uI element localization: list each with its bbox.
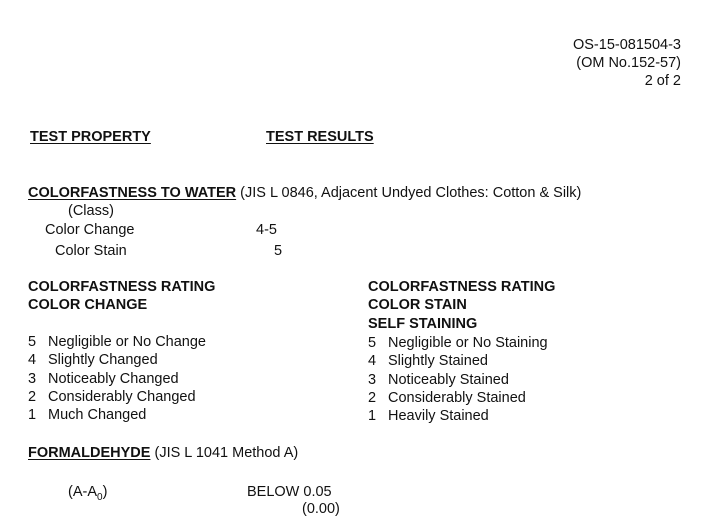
scale-text: Slightly Changed: [48, 352, 158, 368]
formaldehyde-value: BELOW 0.05: [247, 484, 332, 500]
color-stain-value: 5: [274, 243, 283, 259]
rating-change-heading1: COLORFASTNESS RATING: [28, 279, 216, 295]
scale-number: 3: [368, 372, 377, 388]
change-scale-row: [28, 407, 146, 423]
scale-number: 4: [28, 352, 37, 368]
formaldehyde-title: FORMALDEHYDE: [28, 445, 151, 461]
scale-text: Slightly Stained: [388, 353, 488, 369]
om-number: (OM No.152-57): [576, 55, 681, 71]
scale-number: 3: [28, 371, 37, 387]
class-label: (Class): [68, 203, 114, 219]
formaldehyde-value-exact: (0.00): [302, 501, 340, 517]
water-section-title: [28, 185, 581, 201]
scale-text: Negligible or No Change: [48, 334, 206, 350]
stain-scale-row: [368, 408, 489, 424]
change-scale-row: [28, 334, 206, 350]
formaldehyde-label-close: ): [102, 484, 108, 500]
scale-text: Noticeably Stained: [388, 372, 509, 388]
page-number: 2 of 2: [644, 73, 681, 89]
formaldehyde-label: [68, 484, 107, 503]
stain-scale-row: [368, 353, 488, 369]
scale-text: Considerably Stained: [388, 390, 526, 406]
change-scale-row: [28, 389, 196, 405]
scale-text: Negligible or No Staining: [388, 335, 548, 351]
scale-number: 4: [368, 353, 377, 369]
color-stain-label: Color Stain: [55, 243, 127, 259]
formaldehyde-method: (JIS L 1041 Method A): [154, 445, 299, 461]
scale-number: 5: [28, 334, 37, 350]
rating-change-heading2: COLOR CHANGE: [28, 297, 148, 313]
test-results-heading: TEST RESULTS: [266, 129, 374, 145]
scale-text: Noticeably Changed: [48, 371, 179, 387]
scale-text: Much Changed: [48, 407, 147, 423]
change-scale-row: [28, 352, 158, 368]
formaldehyde-label-sub: 0: [97, 491, 103, 503]
change-scale-row: [28, 371, 179, 387]
scale-number: 5: [368, 335, 377, 351]
test-property-heading: TEST PROPERTY: [30, 129, 151, 145]
stain-scale-row: [368, 335, 548, 351]
formaldehyde-section-title: [28, 445, 298, 461]
scale-number: 2: [368, 390, 377, 406]
scale-text: Heavily Stained: [388, 408, 489, 424]
stain-scale-row: [368, 372, 509, 388]
water-method: (JIS L 0846, Adjacent Undyed Clothes: Cotton & Silk): [240, 185, 582, 201]
scale-number: 1: [28, 407, 37, 423]
color-change-label: Color Change: [45, 222, 135, 238]
report-header: [573, 36, 681, 90]
rating-stain-heading1: COLORFASTNESS RATING: [368, 279, 556, 295]
rating-stain-heading3: SELF STAINING: [368, 316, 478, 332]
rating-stain-heading2: COLOR STAIN: [368, 297, 467, 313]
scale-number: 2: [28, 389, 37, 405]
scale-text: Considerably Changed: [48, 389, 196, 405]
formaldehyde-label-main: (A-A: [68, 484, 97, 500]
color-change-value: 4-5: [256, 222, 277, 238]
stain-scale-row: [368, 390, 526, 406]
report-number: OS-15-081504-3: [572, 37, 681, 53]
water-title: COLORFASTNESS TO WATER: [28, 185, 237, 201]
scale-number: 1: [368, 408, 377, 424]
